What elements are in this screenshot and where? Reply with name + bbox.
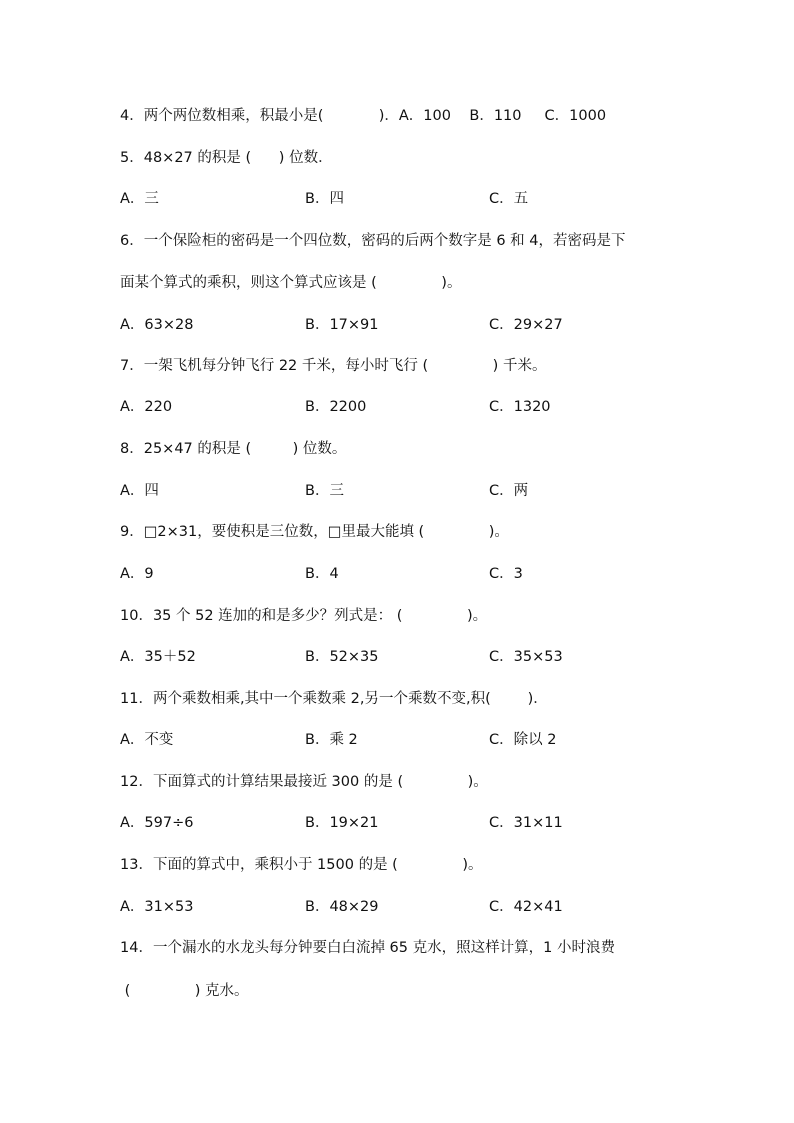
- question-14-continued: ( ) 克水。: [120, 983, 249, 999]
- question-11-option-c[interactable]: C．除以 2: [489, 732, 557, 748]
- question-7: 7．一架飞机每分钟飞行 22 千米，每小时飞行 ( ) 千米。: [120, 358, 547, 374]
- question-8-option-c[interactable]: C．两: [489, 483, 529, 499]
- question-13: 13．下面的算式中，乘积小于 1500 的是 ( )。: [120, 857, 483, 873]
- question-13-option-b[interactable]: B．48×29: [305, 899, 379, 915]
- question-11-option-a[interactable]: A．不变: [120, 732, 174, 748]
- question-6-option-a[interactable]: A．63×28: [120, 317, 194, 333]
- question-6: 6．一个保险柜的密码是一个四位数，密码的后两个数字是 6 和 4，若密码是下: [120, 233, 626, 249]
- question-12: 12．下面算式的计算结果最接近 300 的是 ( )。: [120, 774, 488, 790]
- question-10-option-a[interactable]: A．35＋52: [120, 649, 196, 665]
- question-10: 10．35 个 52 连加的和是多少？列式是： ( )。: [120, 608, 488, 624]
- question-7-option-a[interactable]: A．220: [120, 399, 173, 415]
- question-9: 9．□2×31，要使积是三位数，□里最大能填 ( )。: [120, 524, 509, 540]
- question-13-option-a[interactable]: A．31×53: [120, 899, 194, 915]
- question-9-option-a[interactable]: A．9: [120, 566, 154, 582]
- question-5-option-c[interactable]: C．五: [489, 191, 529, 207]
- question-11: 11．两个乘数相乘,其中一个乘数乘 2,另一个乘数不变,积( )．: [120, 691, 548, 707]
- question-9-option-c[interactable]: C．3: [489, 566, 523, 582]
- question-7-option-c[interactable]: C．1320: [489, 399, 551, 415]
- question-10-option-c[interactable]: C．35×53: [489, 649, 563, 665]
- question-8: 8．25×47 的积是 ( ) 位数。: [120, 441, 347, 457]
- question-5-option-b[interactable]: B．四: [305, 191, 344, 207]
- question-7-option-b[interactable]: B．2200: [305, 399, 367, 415]
- question-12-option-b[interactable]: B．19×21: [305, 815, 379, 831]
- question-12-option-a[interactable]: A．597÷6: [120, 815, 194, 831]
- question-12-option-c[interactable]: C．31×11: [489, 815, 563, 831]
- question-5: 5．48×27 的积是 ( ) 位数．: [120, 150, 333, 166]
- question-8-option-b[interactable]: B．三: [305, 483, 344, 499]
- question-10-option-b[interactable]: B．52×35: [305, 649, 379, 665]
- question-5-option-a[interactable]: A．三: [120, 191, 159, 207]
- question-8-option-a[interactable]: A．四: [120, 483, 159, 499]
- question-6-option-c[interactable]: C．29×27: [489, 317, 563, 333]
- question-4: 4．两个两位数相乘，积最小是( )．A．100 B．110 C．1000: [120, 108, 607, 124]
- question-9-option-b[interactable]: B．4: [305, 566, 339, 582]
- question-13-option-c[interactable]: C．42×41: [489, 899, 563, 915]
- question-6-continued: 面某个算式的乘积，则这个算式应该是 ( )。: [120, 275, 462, 291]
- question-11-option-b[interactable]: B．乘 2: [305, 732, 358, 748]
- question-6-option-b[interactable]: B．17×91: [305, 317, 379, 333]
- question-14: 14．一个漏水的水龙头每分钟要白白流掉 65 克水，照这样计算，1 小时浪费: [120, 940, 615, 956]
